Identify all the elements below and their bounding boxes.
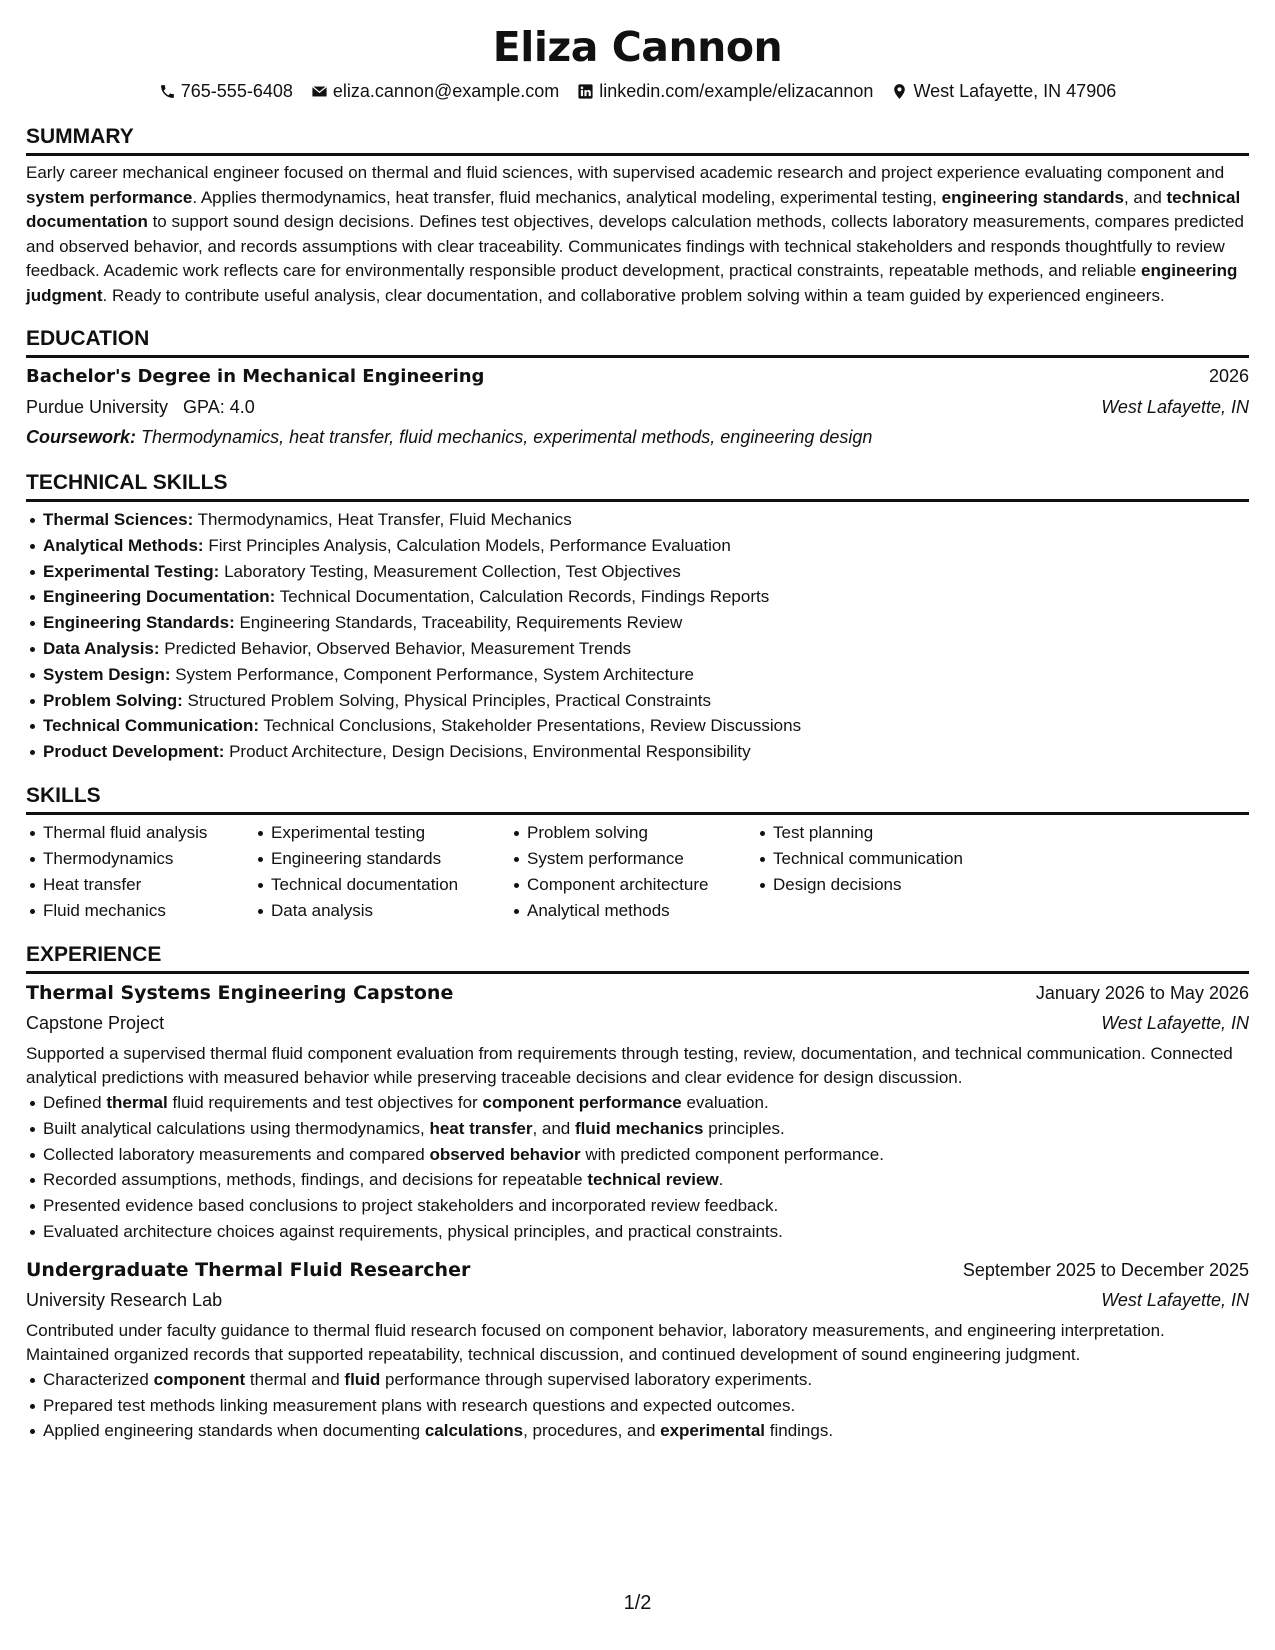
experience-entry	[26, 978, 1249, 1245]
text-run: Defined	[43, 1092, 107, 1112]
technical-skill-category: System Design:	[43, 664, 171, 684]
technical-skill-category: Problem Solving:	[43, 690, 183, 710]
job-description: Contributed under faculty guidance to thermal fluid research focused on component behavior, laboratory measurements, and engineering interpretation. Maintained organized records that supported repeatability, technical discussion, and continued development of sound engineering judgment.	[26, 1320, 1165, 1364]
technical-skill-category: Data Analysis:	[43, 638, 160, 658]
map-pin-icon	[891, 83, 908, 100]
text-run: . Ready to contribute useful analysis, clear documentation, and collaborative problem solving within a team guided by experienced engineers.	[102, 285, 1165, 305]
technical-skill-item	[26, 610, 1249, 636]
experience-entry	[26, 1255, 1249, 1444]
job-location: West Lafayette, IN	[1101, 1012, 1249, 1033]
technical-skill-category: Experimental Testing:	[43, 561, 220, 581]
summary-text	[26, 161, 1249, 308]
bold-keyword: engineering judgment	[26, 261, 1238, 305]
bold-keyword: thermal	[106, 1092, 168, 1112]
education-entry	[26, 361, 1249, 452]
education-heading: EDUCATION	[26, 326, 1249, 358]
text-run: thermal and	[245, 1369, 345, 1389]
linkedin-link[interactable]: linkedin.com/example/elizacannon	[599, 80, 874, 101]
contact-bar	[26, 78, 1249, 104]
job-dates: September 2025 to December 2025	[962, 1259, 1249, 1280]
skill-item: Fluid mechanics	[26, 898, 254, 924]
skill-item: Data analysis	[254, 898, 510, 924]
bold-keyword: engineering standards	[941, 187, 1124, 207]
text-run: Prepared test methods linking measurement plans with research questions and expected outcomes.	[43, 1395, 796, 1415]
skills-heading: SKILLS	[26, 783, 1249, 815]
technical-skill-item	[26, 533, 1249, 559]
technical-skill-category: Engineering Documentation:	[43, 587, 276, 607]
bold-keyword: component performance	[482, 1092, 682, 1112]
skill-item: Technical communication	[756, 846, 1016, 872]
text-run: , procedures, and	[523, 1421, 661, 1441]
technical-skills-heading: TECHNICAL SKILLS	[26, 470, 1249, 502]
technical-skill-item	[26, 739, 1249, 765]
phone-text: 765-555-6408	[180, 80, 293, 101]
bold-keyword: experimental	[660, 1421, 766, 1441]
technical-skill-values: Structured Problem Solving, Physical Principles, Practical Constraints	[182, 690, 711, 710]
job-bullet	[26, 1167, 1249, 1193]
email-link[interactable]: eliza.cannon@example.com	[332, 80, 560, 101]
skills-column	[510, 820, 756, 924]
contact-phone	[159, 81, 293, 102]
text-run: principles.	[703, 1118, 785, 1138]
text-run: to support sound design decisions. Defines test objectives, develops calculation methods, collects laboratory measurements, compares predicted and observed behavior, and records assumptions with clear traceability. Communicates findings with technical stakeholders and responds thoughtfully to review feedback. Academic work reflects care for environmentally responsible product development, practical constraints, repeatable methods, and reliable	[26, 212, 1244, 280]
job-description: Supported a supervised thermal fluid component evaluation from requirements through testing, review, documentation, and technical communication. Connected analytical predictions with measured behavior while preserving traceable decisions and clear evidence for design discussion.	[26, 1043, 1233, 1087]
job-bullet	[26, 1367, 1249, 1393]
technical-skill-item	[26, 584, 1249, 610]
bold-keyword: technical documentation	[26, 187, 1241, 231]
job-title: Thermal Systems Engineering Capstone	[26, 981, 454, 1004]
text-run: Evaluated architecture choices against requirements, physical principles, and practical constraints.	[43, 1221, 783, 1241]
skill-item: Design decisions	[756, 872, 1016, 898]
skills-column	[254, 820, 510, 924]
bold-keyword: technical review	[587, 1170, 719, 1190]
text-run: Early career mechanical engineer focused on thermal and fluid sciences, with supervised academic research and project experience evaluating component and	[26, 163, 1225, 182]
bold-keyword: fluid	[344, 1369, 381, 1389]
skill-item: System performance	[510, 846, 756, 872]
school-gpa: Purdue University GPA: 4.0	[26, 397, 255, 417]
technical-skill-values: Engineering Standards, Traceability, Requirements Review	[234, 613, 683, 633]
bold-keyword: component	[153, 1369, 246, 1389]
skill-item: Technical documentation	[254, 872, 510, 898]
technical-skill-item	[26, 662, 1249, 688]
skill-item: Engineering standards	[254, 846, 510, 872]
job-bullet	[26, 1418, 1249, 1444]
text-run: fluid requirements and test objectives for	[167, 1092, 483, 1112]
skill-item: Analytical methods	[510, 898, 756, 924]
job-bullet	[26, 1142, 1249, 1168]
contact-email[interactable]	[311, 81, 559, 102]
linkedin-icon	[577, 83, 594, 100]
text-run: findings.	[765, 1421, 834, 1441]
technical-skill-values: Predicted Behavior, Observed Behavior, Measurement Trends	[159, 638, 632, 658]
text-run: Applied engineering standards when documenting	[43, 1421, 425, 1441]
experience-list	[26, 978, 1249, 1444]
text-run: , and	[532, 1118, 575, 1138]
job-organization: Capstone Project	[26, 1012, 165, 1033]
bold-keyword: system performance	[26, 187, 193, 207]
text-run: performance through supervised laboratory experiments.	[380, 1369, 813, 1389]
job-bullet	[26, 1090, 1249, 1116]
skill-item: Experimental testing	[254, 820, 510, 846]
technical-skill-item	[26, 636, 1249, 662]
coursework-line	[26, 422, 1249, 452]
technical-skill-category: Engineering Standards:	[43, 613, 235, 633]
technical-skills-list	[26, 507, 1249, 765]
technical-skill-values: Technical Documentation, Calculation Records, Findings Reports	[275, 587, 770, 607]
text-run: Presented evidence based conclusions to project stakeholders and incorporated review feedback.	[43, 1196, 779, 1216]
experience-heading: EXPERIENCE	[26, 942, 1249, 974]
job-organization: University Research Lab	[26, 1289, 223, 1310]
skills-column	[756, 820, 1016, 924]
summary-heading: SUMMARY	[26, 124, 1249, 156]
coursework-label: Coursework:	[26, 427, 137, 447]
technical-skill-values: Product Architecture, Design Decisions, Environmental Responsibility	[224, 742, 751, 762]
skills-grid	[26, 820, 1249, 924]
candidate-name: Eliza Cannon	[492, 23, 783, 71]
coursework-text: Thermodynamics, heat transfer, fluid mechanics, experimental methods, engineering design	[136, 427, 873, 447]
technical-skill-item	[26, 713, 1249, 739]
contact-linkedin[interactable]	[577, 81, 873, 102]
skill-item: Problem solving	[510, 820, 756, 846]
text-run: with predicted component performance.	[580, 1144, 884, 1164]
job-dates: January 2026 to May 2026	[1035, 982, 1249, 1003]
degree-title: Bachelor's Degree in Mechanical Engineering	[26, 366, 485, 387]
job-title: Undergraduate Thermal Fluid Researcher	[26, 1258, 471, 1281]
location-text: West Lafayette, IN 47906	[913, 80, 1117, 101]
text-run: Recorded assumptions, methods, findings, and decisions for repeatable	[43, 1170, 588, 1190]
bold-keyword: observed behavior	[429, 1144, 581, 1164]
skill-item: Test planning	[756, 820, 1016, 846]
technical-skill-values: First Principles Analysis, Calculation Models, Performance Evaluation	[203, 535, 731, 555]
technical-skill-category: Product Development:	[43, 742, 225, 762]
technical-skill-values: System Performance, Component Performance, System Architecture	[170, 664, 694, 684]
job-bullet	[26, 1219, 1249, 1245]
text-run: . Applies thermodynamics, heat transfer, fluid mechanics, analytical modeling, experimental testing,	[192, 187, 942, 207]
envelope-icon	[311, 83, 328, 100]
technical-skill-category: Technical Communication:	[43, 716, 259, 736]
job-bullets	[26, 1090, 1249, 1245]
job-bullet	[26, 1116, 1249, 1142]
skills-column	[26, 820, 254, 924]
technical-skill-category: Thermal Sciences:	[43, 510, 194, 529]
skill-item: Thermodynamics	[26, 846, 254, 872]
technical-skill-category: Analytical Methods:	[43, 535, 204, 555]
skill-item: Heat transfer	[26, 872, 254, 898]
skill-item: Component architecture	[510, 872, 756, 898]
skill-item: Thermal fluid analysis	[26, 820, 254, 846]
technical-skill-values: Thermodynamics, Heat Transfer, Fluid Mechanics	[193, 510, 572, 529]
technical-skill-item	[26, 507, 1249, 533]
text-run: Collected laboratory measurements and compared	[43, 1144, 430, 1164]
text-run: Characterized	[43, 1369, 154, 1389]
text-run: evaluation.	[681, 1092, 769, 1112]
technical-skill-item	[26, 688, 1249, 714]
job-location: West Lafayette, IN	[1101, 1289, 1249, 1310]
job-bullets	[26, 1367, 1249, 1444]
contact-location	[891, 81, 1116, 102]
job-bullet	[26, 1193, 1249, 1219]
bold-keyword: heat transfer	[429, 1118, 533, 1138]
text-run: Built analytical calculations using thermodynamics,	[43, 1118, 430, 1138]
bold-keyword: fluid mechanics	[575, 1118, 704, 1138]
technical-skill-values: Technical Conclusions, Stakeholder Presentations, Review Discussions	[259, 716, 802, 736]
technical-skill-values: Laboratory Testing, Measurement Collection, Test Objectives	[219, 561, 681, 581]
technical-skill-item	[26, 559, 1249, 585]
text-run: , and	[1123, 187, 1167, 207]
page-number: 1/2	[623, 1592, 652, 1614]
job-bullet	[26, 1393, 1249, 1419]
text-run: .	[718, 1170, 724, 1190]
school-location: West Lafayette, IN	[1101, 397, 1249, 417]
phone-icon	[159, 83, 176, 100]
graduation-year: 2026	[1208, 366, 1249, 386]
bold-keyword: calculations	[424, 1421, 524, 1441]
